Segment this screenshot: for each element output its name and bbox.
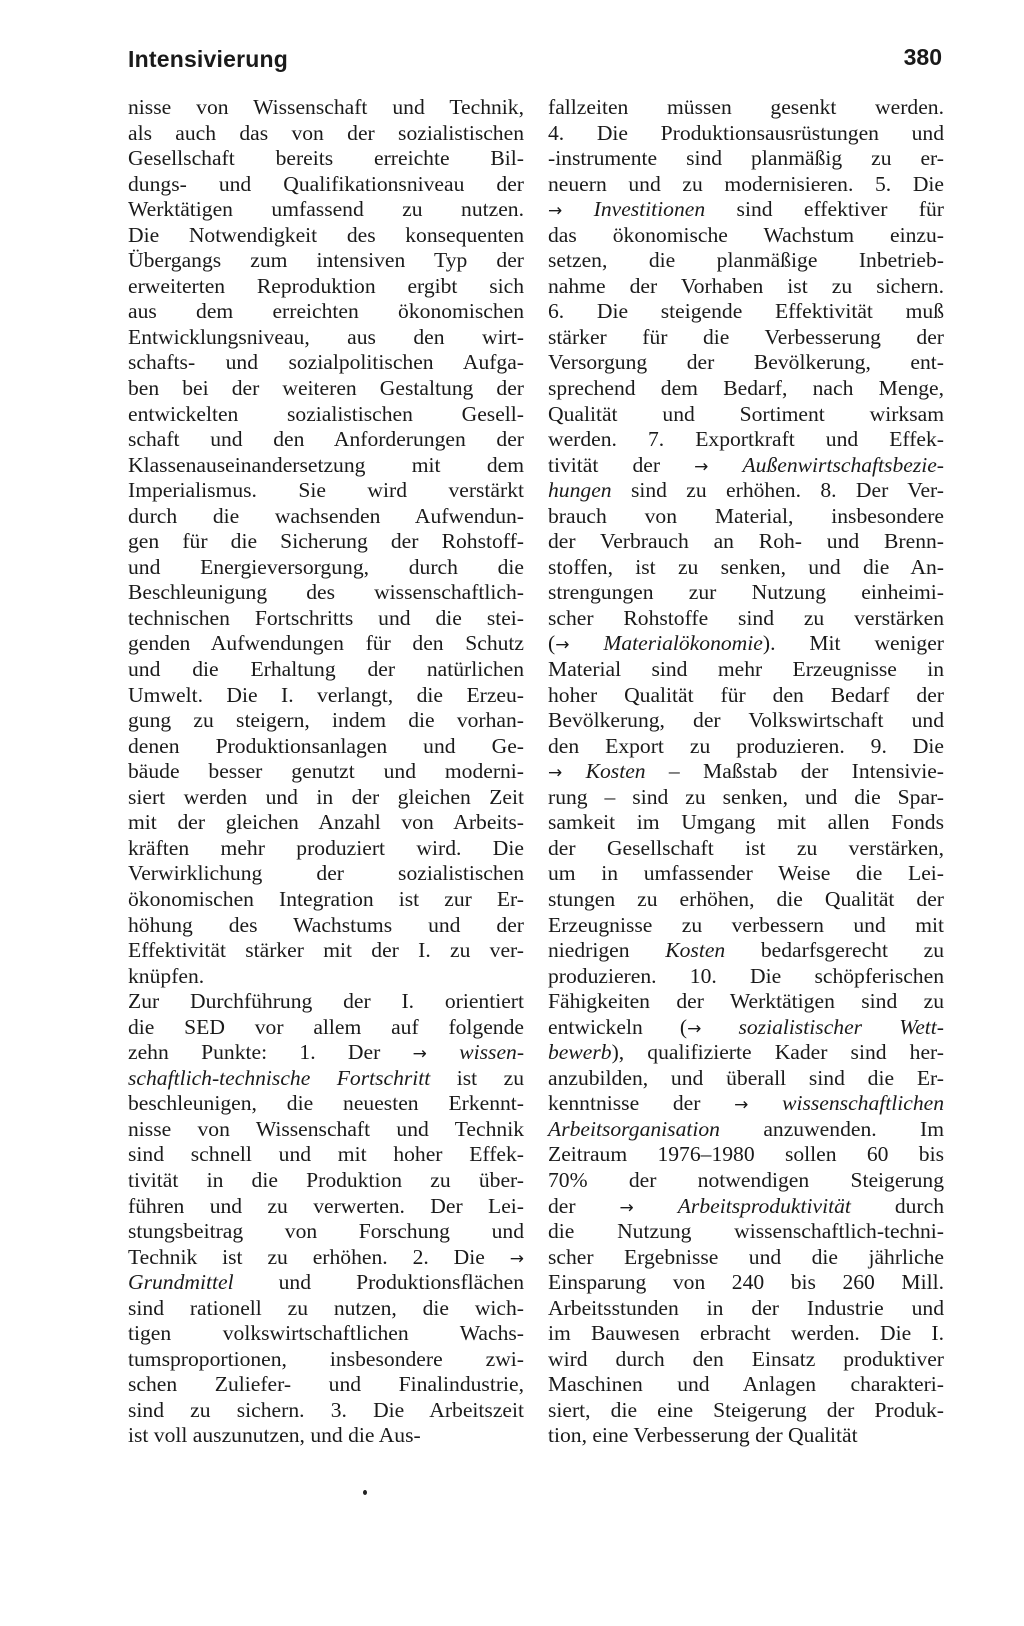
- text-line: Effektivität stärker mit der I. zu ver-: [128, 938, 524, 963]
- text-line: wird durch den Einsatz produktiver: [548, 1346, 944, 1371]
- text-line: stungsbeitrag von Forschung und: [128, 1219, 524, 1244]
- text-line: rung – sind zu senken, und die Spar-: [548, 784, 944, 809]
- text-line: sprechend dem Bedarf, nach Menge,: [548, 376, 944, 401]
- text-line: 4. Die Produktionsausrüstungen und: [548, 120, 944, 145]
- text-line: Entwicklungsniveau, aus den wirt-: [128, 324, 524, 349]
- text-line: kenntnisse der → wissenschaftlichen: [548, 1091, 945, 1116]
- text-line: bewerb), qualifizierte Kader sind her-: [548, 1040, 944, 1065]
- text-line: aus dem erreichten ökonomischen: [128, 299, 524, 324]
- text-line: die SED vor allem auf folgende: [128, 1014, 524, 1039]
- right-text-column: [548, 95, 944, 1449]
- text-line: um in umfassender Weise die Lei-: [548, 861, 944, 886]
- text-line: durch die wachsenden Aufwendun-: [128, 503, 524, 528]
- text-line: Imperialismus. Sie wird verstärkt: [128, 478, 524, 503]
- text-line: kräften mehr produziert wird. Die: [128, 835, 524, 860]
- text-line: Übergangs zum intensiven Typ der: [128, 248, 524, 273]
- text-line: und Energieversorgung, durch die: [128, 554, 524, 579]
- text-line: Verwirklichung der sozialistischen: [128, 861, 524, 886]
- text-line: Beschleunigung des wissenschaftlich-: [128, 580, 524, 605]
- text-line: mit der gleichen Anzahl von Arbeits-: [128, 810, 524, 835]
- text-line: Arbeitsstunden in der Industrie und: [548, 1295, 944, 1320]
- text-line: knüpfen.: [128, 963, 205, 988]
- text-line: den Export zu produzieren. 9. Die: [548, 733, 944, 758]
- text-line: neuern und zu modernisieren. 5. Die: [548, 171, 944, 196]
- text-line: siert werden und in der gleichen Zeit: [128, 784, 524, 809]
- text-line: stungen zu erhöhen, die Qualität der: [548, 886, 944, 911]
- text-line: ben bei der weiteren Gestaltung der: [128, 376, 524, 401]
- text-line: anzubilden, und überall sind die Er-: [548, 1065, 944, 1090]
- text-line: Gesellschaft bereits erreichte Bil-: [128, 146, 524, 171]
- text-line: führen und zu verwerten. Der Lei-: [128, 1193, 524, 1218]
- text-line: der → Arbeitsproduktivität durch: [548, 1193, 944, 1218]
- text-line: Maschinen und Anlagen charakteri-: [548, 1372, 944, 1397]
- text-line: fallzeiten müssen gesenkt werden.: [548, 95, 944, 119]
- text-line: bäude besser genutzt und moderni-: [128, 759, 524, 784]
- text-line: stärker für die Verbesserung der: [548, 324, 944, 349]
- text-line: schaftlich-technische Fortschritt ist zu: [128, 1065, 524, 1090]
- text-line: scher Rohstoffe sind zu verstärken: [548, 605, 944, 630]
- text-line: Klassenauseinandersetzung mit dem: [128, 452, 524, 477]
- text-line: erweiterten Reproduktion ergibt sich: [128, 273, 524, 298]
- text-line: strengungen zur Nutzung einheimi-: [548, 580, 944, 605]
- text-line: Bevölkerung, der Volkswirtschaft und: [548, 708, 944, 733]
- text-line: der Gesellschaft ist zu verstärken,: [548, 835, 944, 860]
- text-line: brauch von Material, insbesondere: [548, 503, 944, 528]
- text-line: nisse von Wissenschaft und Technik: [128, 1116, 524, 1141]
- text-line: im Bauwesen erbracht werden. Die I.: [548, 1321, 944, 1346]
- text-line: 6. Die steigende Effektivität muß: [548, 299, 944, 324]
- text-line: denen Produktionsanlagen und Ge-: [128, 733, 524, 758]
- print-speck: [363, 1490, 367, 1495]
- text-line: das ökonomische Wachstum einzu-: [548, 222, 944, 247]
- text-line: stoffen, ist zu senken, und die An-: [548, 554, 944, 579]
- text-line: Versorgung der Bevölkerung, ent-: [548, 350, 944, 375]
- text-line: hoher Qualität für den Bedarf der: [548, 682, 944, 707]
- text-line: Technik ist zu erhöhen. 2. Die →: [128, 1244, 524, 1269]
- text-line: -instrumente sind planmäßig zu er-: [548, 146, 944, 171]
- text-line: sind schnell und mit hoher Effek-: [128, 1142, 524, 1167]
- text-line: Werktätigen umfassend zu nutzen.: [128, 197, 524, 222]
- text-line: und die Erhaltung der natürlichen: [128, 657, 524, 682]
- text-line: schen Zuliefer- und Finalindustrie,: [128, 1372, 524, 1397]
- text-line: ist voll auszunutzen, und die Aus-: [128, 1423, 421, 1448]
- text-line: nisse von Wissenschaft und Technik,: [128, 95, 524, 119]
- text-line: genden Aufwendungen für den Schutz: [128, 631, 524, 656]
- text-line: werden. 7. Exportkraft und Effek-: [548, 427, 944, 452]
- left-text-column: [128, 95, 524, 1449]
- text-line: dungs- und Qualifikationsniveau der: [128, 171, 524, 196]
- text-line: gung zu steigern, indem die vorhan-: [128, 708, 524, 733]
- text-line: siert, die eine Steigerung der Produk-: [548, 1397, 944, 1422]
- text-line: niedrigen Kosten bedarfsgerecht zu: [548, 938, 944, 963]
- text-line: setzen, die planmäßige Inbetrieb-: [548, 248, 944, 273]
- text-line: tivität der → Außenwirtschaftsbezie-: [548, 452, 944, 477]
- text-line: beschleunigen, die neuesten Erkennt-: [128, 1091, 524, 1116]
- text-line: samkeit im Umgang mit allen Fonds: [548, 810, 944, 835]
- text-line: 70% der notwendigen Steigerung: [548, 1167, 944, 1192]
- text-line: entwickelten sozialistischen Gesell-: [128, 401, 524, 426]
- text-line: schaft und den Anforderungen der: [128, 427, 524, 452]
- text-line: scher Ergebnisse und die jährliche: [548, 1244, 944, 1269]
- text-line: Grundmittel und Produktionsflächen: [128, 1270, 524, 1295]
- text-line: Arbeitsorganisation anzuwenden. Im: [548, 1116, 944, 1141]
- text-line: ökonomischen Integration ist zur Er-: [128, 886, 524, 911]
- text-line: entwickeln (→ sozialistischer Wett-: [548, 1014, 944, 1039]
- running-header-title: Intensivierung: [128, 46, 288, 72]
- text-line: Erzeugnisse zu verbessern und mit: [548, 912, 944, 937]
- text-line: Einsparung von 240 bis 260 Mill.: [548, 1270, 944, 1295]
- text-line: die Nutzung wissenschaftlich-techni-: [548, 1219, 944, 1244]
- text-line: Zur Durchführung der I. orientiert: [128, 989, 524, 1014]
- text-line: nahme der Vorhaben ist zu sichern.: [548, 273, 944, 298]
- text-line: Material sind mehr Erzeugnisse in: [548, 657, 944, 682]
- text-line: höhung des Wachstums und der: [128, 912, 524, 937]
- text-line: Umwelt. Die I. verlangt, die Erzeu-: [128, 682, 524, 707]
- text-line: Fähigkeiten der Werktätigen sind zu: [548, 989, 944, 1014]
- page-number: 380: [903, 44, 942, 70]
- text-line: → Kosten – Maßstab der Intensivie-: [548, 759, 944, 784]
- text-line: als auch das von der sozialistischen: [128, 120, 524, 145]
- text-line: der Verbrauch an Roh- und Brenn-: [548, 529, 944, 554]
- text-line: sind rationell zu nutzen, die wich-: [128, 1295, 524, 1320]
- text-line: Qualität und Sortiment wirksam: [548, 401, 944, 426]
- text-line: Zeitraum 1976–1980 sollen 60 bis: [548, 1142, 944, 1167]
- text-line: tivität in die Produktion zu über-: [128, 1167, 524, 1192]
- text-line: schafts- und sozialpolitischen Aufga-: [128, 350, 524, 375]
- text-line: tion, eine Verbesserung der Qualität: [548, 1423, 858, 1448]
- text-line: tumsproportionen, insbesondere zwi-: [128, 1346, 524, 1371]
- text-line: hungen sind zu erhöhen. 8. Der Ver-: [548, 478, 944, 503]
- text-line: gen für die Sicherung der Rohstoff-: [128, 529, 524, 554]
- text-line: produzieren. 10. Die schöpferischen: [548, 963, 944, 988]
- text-line: zehn Punkte: 1. Der → wissen-: [128, 1040, 525, 1065]
- text-line: (→ Materialökonomie). Mit weniger: [548, 631, 944, 656]
- text-line: Die Notwendigkeit des konsequenten: [128, 222, 524, 247]
- text-line: → Investitionen sind effektiver für: [548, 197, 944, 222]
- text-line: sind zu sichern. 3. Die Arbeitszeit: [128, 1397, 524, 1422]
- text-line: technischen Fortschritts und die stei-: [128, 605, 524, 630]
- text-line: tigen volkswirtschaftlichen Wachs-: [128, 1321, 524, 1346]
